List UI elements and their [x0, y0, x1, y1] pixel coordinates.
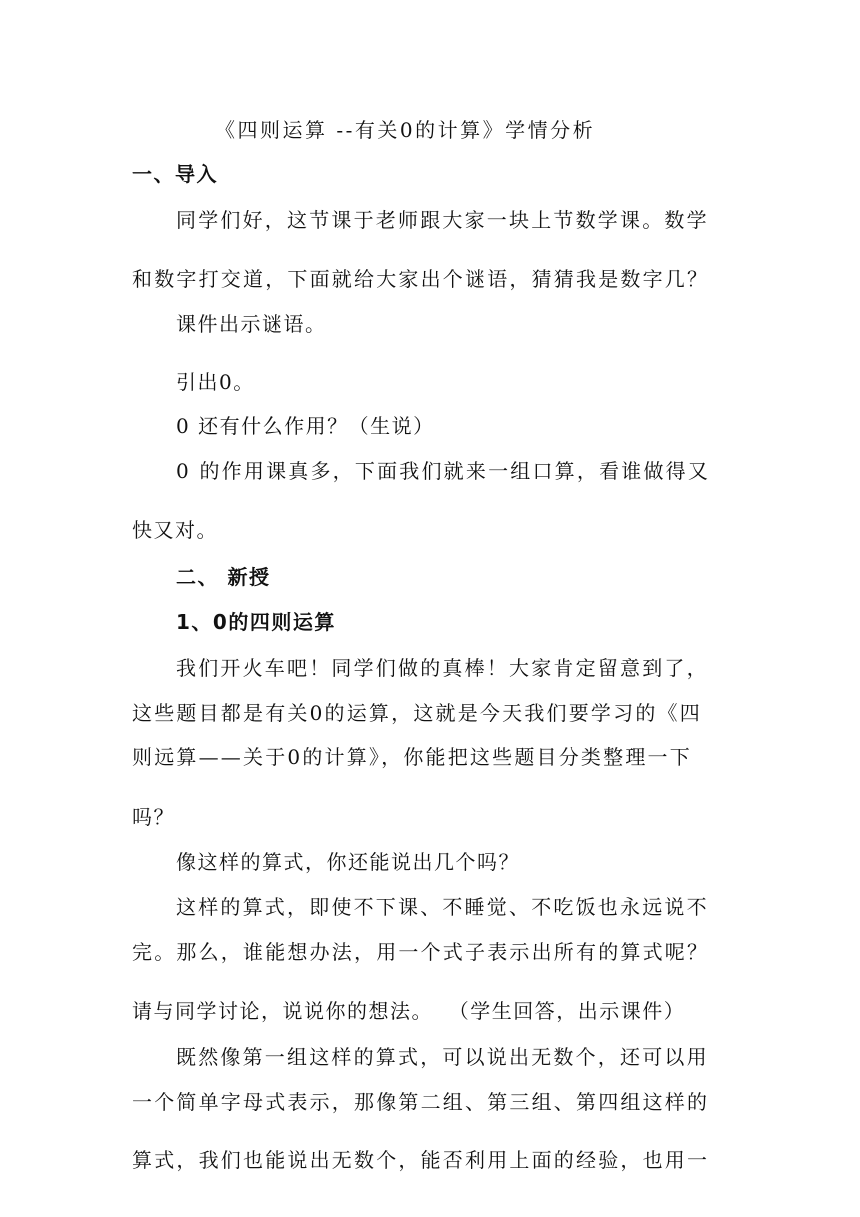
paragraph-line: 0 的作用课真多，下面我们就来一组口算，看谁做得又: [176, 459, 711, 483]
paragraph-line: 则远算——关于0的计算》，你能把这些题目分类整理一下: [132, 745, 692, 769]
paragraph-line: 既然像第一组这样的算式，可以说出无数个，还可以用: [176, 1045, 709, 1069]
section-heading-intro: 一、导入: [132, 162, 218, 186]
paragraph-line: 完。那么，谁能想办法，用一个式子表示出所有的算式呢？: [132, 940, 710, 964]
paragraph-line: 吗？: [132, 805, 175, 829]
paragraph-line: 像这样的算式，你还能说出几个吗？: [176, 850, 520, 874]
section-heading-new: 二、 新授: [176, 565, 271, 589]
paragraph-line: 引出0。: [176, 370, 255, 394]
paragraph-line: 快又对。: [132, 518, 218, 542]
paragraph-line: 一个简单字母式表示，那像第二组、第三组、第四组这样的: [132, 1090, 710, 1114]
paragraph-line: 我们开火车吧！同学们做的真棒！大家肯定留意到了，: [176, 656, 709, 680]
paragraph-line: 这些题目都是有关0的运算，这就是今天我们要学习的《四: [132, 701, 702, 725]
paragraph-line: 和数字打交道，下面就给大家出个谜语，猜猜我是数字几？: [132, 267, 710, 291]
paragraph-line: 这样的算式，即使不下课、不睡觉、不吃饭也永远说不: [176, 895, 709, 919]
paragraph-line: 同学们好，这节课于老师跟大家一块上节数学课。数学: [176, 208, 709, 232]
subsection-heading: 1、0的四则运算: [176, 610, 336, 634]
paragraph-line: 算式，我们也能说出无数个，能否利用上面的经验，也用一: [132, 1148, 710, 1172]
page-title: 《四则运算 --有关0的计算》学情分析: [215, 118, 596, 142]
paragraph-line: 课件出示谜语。: [176, 312, 327, 336]
paragraph-line: 请与同学讨论，说说你的想法。 （学生回答，出示课件）: [132, 999, 686, 1023]
paragraph-line: 0 还有什么作用？（生说）: [176, 414, 435, 438]
